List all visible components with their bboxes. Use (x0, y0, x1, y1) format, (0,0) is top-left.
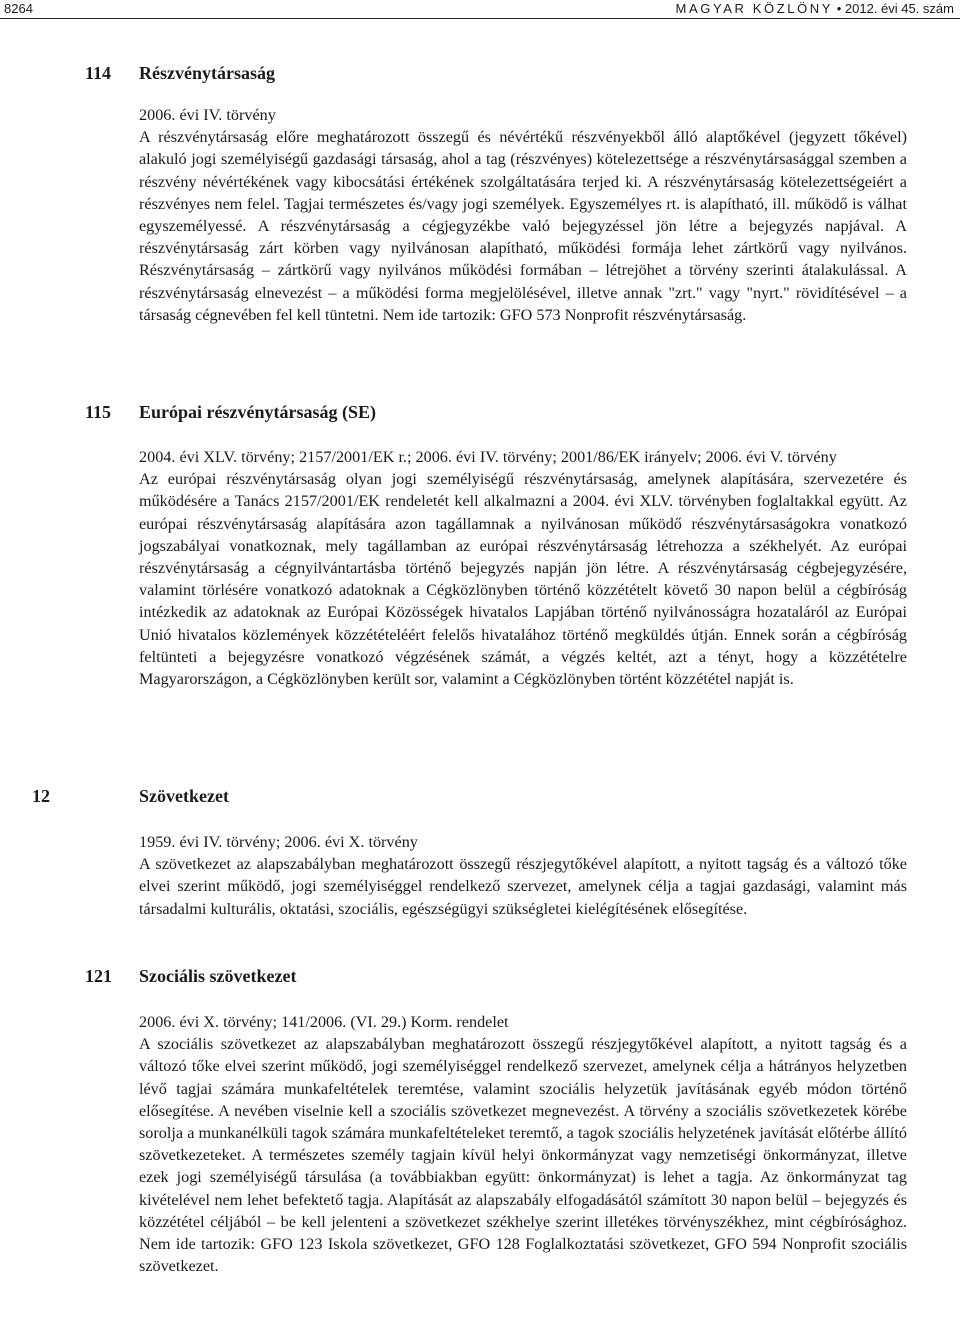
entry-text: A szövetkezet az alapszabályban meghatározott összegű részjegytőkével alapított, a nyitott tagság és a változó tőke elvei szerint működő, jogi személyiséggel rendelkező szervezet, amelynek célja a tagjai gazdasági, valamint más társadalmi kulturális, oktatási, szociális, egészségügyi szükségletei kielégítésének elősegítése. (139, 855, 907, 918)
issue-number: 2012. évi 45. szám (844, 1, 954, 16)
entry-text: A szociális szövetkezet az alapszabályban meghatározott összegű részjegytőkével alapított, a nyitott tagság és a változó tőke elvei szerint működő, jogi személyiséggel rendelkező szervezet, amelynek célja a hátrányos helyzetben lévő tagjai számára munkafeltételek teremtése, valamint szociális helyzetük javításának egyéb módon történő elősegítése. A nevében viselnie kell a szociális szövetkezet megnevezést. A törvény a szociális szövetkezetek körébe sorolja a munkanélküli tagok számára munkafeltételeket teremtő, a tagok szociális helyzetének javítását előtérbe állító szövetkezeteket. A természetes személy tagjain kívül helyi önkormányzat vagy nemzetiségi önkormányzat, illetve ezek jogi személyiségű társulása (a továbbiakban együtt: önkormányzat) is lehet a tagja. Az önkormányzat tag kivételével nem lehet befektető tagja. Alapítását az alapszabály elfogadásától számított 30 napon belül – bejegyzés és közzététel céljából – be kell jelenteni a szövetkezet székhelye szerint illetékes törvényszékhez, mint cégbírósághoz. Nem ide tartozik: GFO 123 Iskola szövetkezet, GFO 128 Foglalkoztatási szövetkezet, GFO 594 Nonprofit szociális szövetkezet. (139, 1035, 907, 1276)
journal-info (676, 1, 954, 16)
entry-law: 2004. évi XLV. törvény; 2157/2001/EK r.; 2006. évi IV. törvény; 2001/86/EK irányelv; 2006. évi V. törvény (139, 448, 837, 466)
entry-text: Az európai részvénytársaság olyan jogi személyiségű részvénytársaság, amelynek alapítására, szervezetére és működésére a Tanács 2157/2001/EK rendeletét kell alkalmazni a 2004. évi XLV. törvényben foglaltakkal együtt. Az európai részvénytársaság alapítására azon tagállamnak a nyilvánosan működő részvénytársaságokra vonatkozó jogszabályai vonatkoznak, mely tagállamban az európai részvénytársaság létrehozza a székhelyét. Az európai részvénytársaság a cégnyilvántartásba történő bejegyzés napján jön létre. A részvénytársaság cégbejegyzésére, valamint törlésére vonatkozó adatoknak a Cégközlönyben történő közzétételt követő 30 napon belül a cégbíróság intézkedik az adatoknak az Európai Közösségek hivatalos Lapjában történő nyilvánosságra hozataláról az Európai Unió hivatalos közlemények közzétételéért felelős hivatalához történő megküldés útján. Ennek során a cégbíróság feltünteti a bejegyzésre vonatkozó végzésének számát, a végzés keltét, azt a tényt, hogy a közzétételre Magyarországon, a Cégközlönyben került sor, valamint a Cégközlönyben történt közzététel napját is. (139, 470, 907, 689)
entry-law: 2006. évi X. törvény; 141/2006. (VI. 29.) Korm. rendelet (139, 1013, 509, 1031)
entry-law: 2006. évi IV. törvény (139, 106, 276, 124)
journal-title: MAGYAR KÖZLÖNY (675, 1, 834, 16)
entry-text: A részvénytársaság előre meghatározott összegű és névértékű részvényekből álló alaptőkével (jegyzett tőkével) alakuló jogi személyiségű gazdasági társaság, ahol a tag (részvényes) kötelezettsége a részvénytársasággal szemben a részvény névértékének vagy kibocsátási értékének szolgáltatására terjed ki. A részvénytársaság kötelezettségeiért a részvényes nem felel. Tagjai természetes és/vagy jogi személyek. Egyszemélyes rt. is alapítható, ill. működő is válhat egyszemélyessé. A részvénytársaság a cégjegyzékbe való bejegyzéssel jön létre a bejegyzés napjával. A részvénytársaság zárt körben vagy nyilvánosan alapítható, működési formája lehet zártkörű vagy nyilvános. Részvénytársaság – zártkörű vagy nyilvános működési formában – létrejöhet a törvény szerinti átalakulással. A részvénytársaság elnevezést – a működési forma megjelölésével, illetve annak "zrt." vagy "nyrt." rövidítésével – a társaság cégnevében fel kell tüntetni. Nem ide tartozik: GFO 573 Nonprofit részvénytársaság. (139, 128, 907, 324)
entry-code: 114 (85, 63, 112, 83)
entry-law: 1959. évi IV. törvény; 2006. évi X. törvény (139, 833, 418, 851)
entry-name: Részvénytársaság (139, 63, 275, 83)
bullet-separator: • (836, 1, 842, 16)
entry-name: Szövetkezet (139, 786, 229, 806)
entry-body-12 (139, 831, 907, 920)
entry-code: 12 (32, 786, 50, 806)
page-header (0, 0, 960, 19)
entry-body-114 (139, 104, 907, 326)
entry-code: 115 (85, 402, 112, 422)
entry-body-121 (139, 1011, 907, 1277)
entry-name: Szociális szövetkezet (139, 966, 297, 986)
entry-body-115 (139, 446, 907, 690)
entry-name: Európai részvénytársaság (SE) (139, 402, 376, 422)
page-number: 8264 (4, 1, 33, 16)
entry-code: 121 (85, 966, 112, 986)
